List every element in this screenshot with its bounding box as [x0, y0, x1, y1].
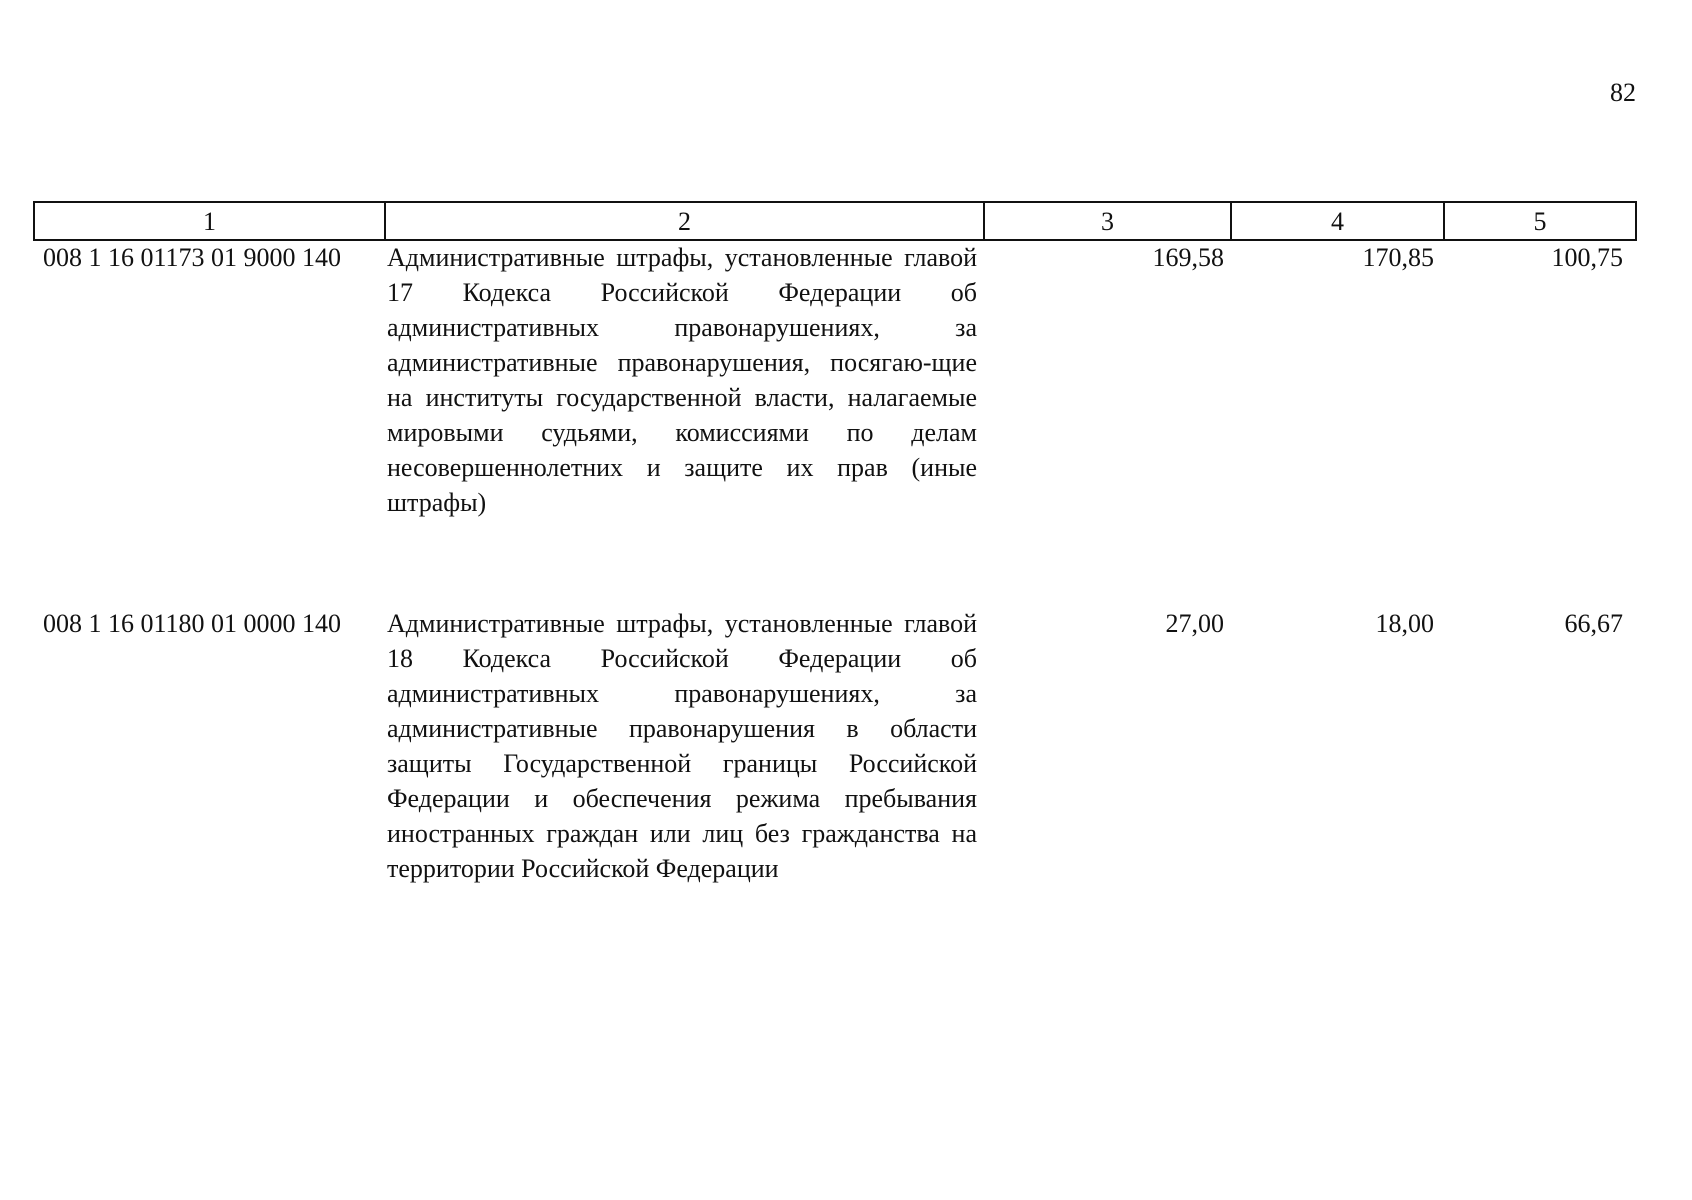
header-col-5: 5 [1444, 202, 1636, 240]
row-description: Административные штрафы, установленные главой 17 Кодекса Российской Федерации об административных правонарушениях, за административные правонарушения, посягаю-щие на институты государственной власти, налагаемые мировыми судьями, комиссиями по делам несовершеннолетних и защите их прав (иные штрафы) [387, 243, 977, 517]
table-header [33, 201, 1637, 241]
value-col-5: 100,75 [1551, 243, 1623, 272]
value-col-3: 27,00 [1165, 609, 1224, 638]
page-number: 82 [1610, 78, 1636, 107]
row-description: Административные штрафы, установленные главой 18 Кодекса Российской Федерации об административных правонарушениях, за административные правонарушения в области защиты Государственной границы Российской Федерации и обеспечения режима пребывания иностранных граждан или лиц без гражданства на территории Российской Федерации [387, 609, 977, 883]
header-col-1: 1 [34, 202, 385, 240]
header-col-2: 2 [385, 202, 984, 240]
header-col-4: 4 [1231, 202, 1444, 240]
value-col-4: 170,85 [1362, 243, 1434, 272]
value-col-4: 18,00 [1375, 609, 1434, 638]
budget-code: 008 1 16 01180 01 0000 140 [43, 609, 342, 638]
value-col-3: 169,58 [1152, 243, 1224, 272]
header-col-3: 3 [984, 202, 1231, 240]
table-header-row [34, 202, 1636, 240]
value-col-5: 66,67 [1564, 609, 1623, 638]
budget-code: 008 1 16 01173 01 9000 140 [43, 243, 342, 272]
